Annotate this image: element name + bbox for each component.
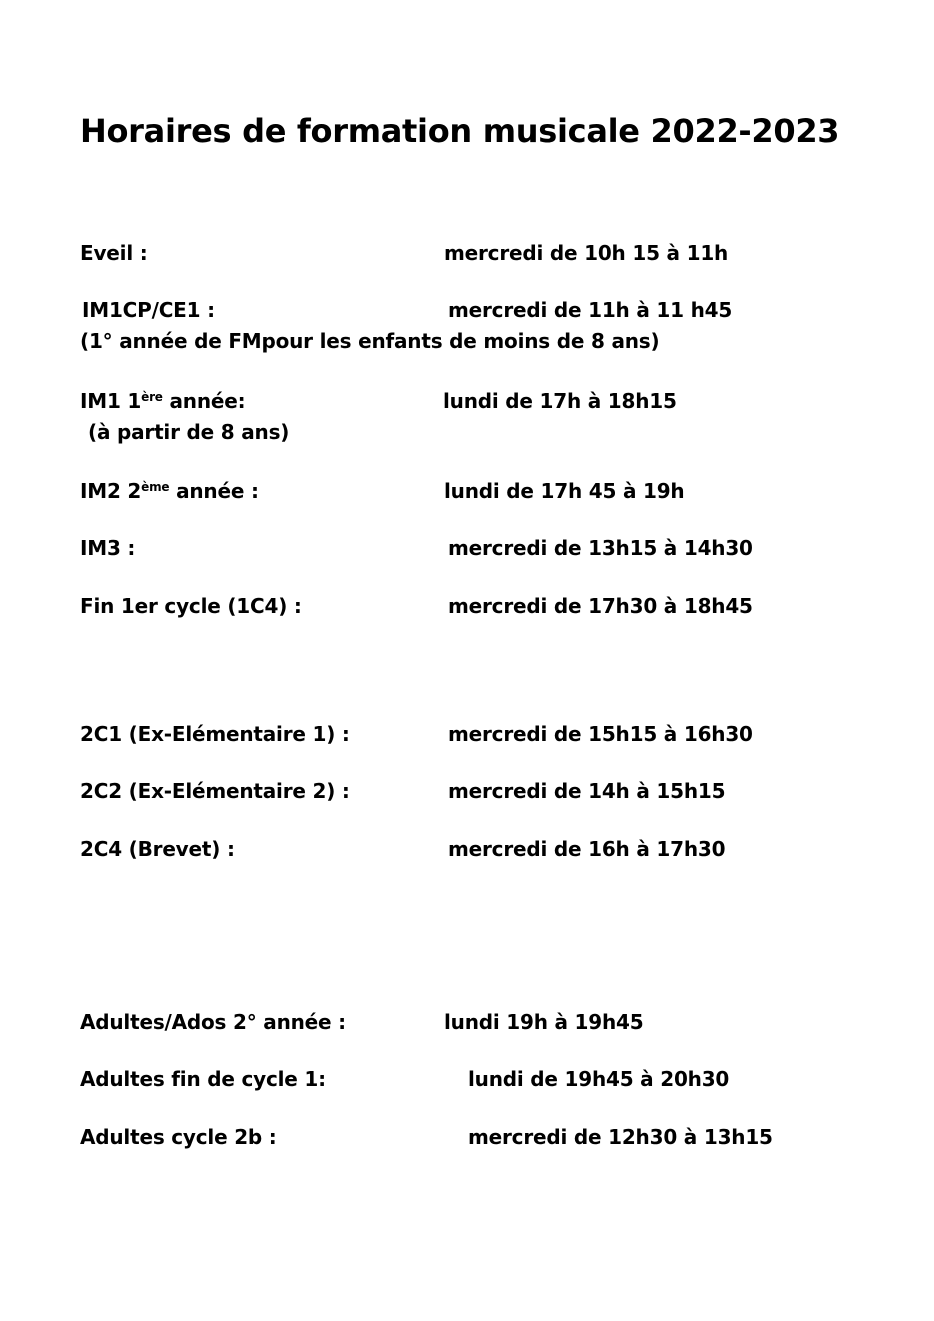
course-time-adultes-ados: lundi 19h à 19h45 <box>444 1010 644 1034</box>
course-time-2c1: mercredi de 15h15 à 16h30 <box>448 722 753 746</box>
course-label-2c1: 2C1 (Ex-Elémentaire 1) : <box>80 722 350 746</box>
course-time-im3: mercredi de 13h15 à 14h30 <box>448 536 753 560</box>
course-label-adultes-fin: Adultes fin de cycle 1: <box>80 1067 326 1091</box>
course-label-im2-text: IM2 2 <box>80 479 142 503</box>
course-time-2c2: mercredi de 14h à 15h15 <box>448 779 726 803</box>
course-label-eveil: Eveil : <box>80 241 148 265</box>
course-label-im1cp: IM1CP/CE1 : <box>82 298 215 322</box>
course-time-2c4: mercredi de 16h à 17h30 <box>448 837 726 861</box>
course-label-2c2: 2C2 (Ex-Elémentaire 2) : <box>80 779 350 803</box>
course-note-im1cp: (1° année de FMpour les enfants de moins de 8 ans) <box>80 329 660 353</box>
course-label-im2-sup: ème <box>141 480 170 494</box>
course-label-im2 <box>80 479 259 503</box>
page-title: Horaires de formation musicale 2022-2023 <box>80 112 840 150</box>
course-label-im1-text: IM1 1 <box>80 389 142 413</box>
course-label-im1-sup: ère <box>141 390 163 404</box>
course-label-im1-suffix: année: <box>162 389 246 413</box>
course-note-im1: (à partir de 8 ans) <box>88 420 290 444</box>
course-label-im2-suffix: année : <box>169 479 259 503</box>
course-time-im2: lundi de 17h 45 à 19h <box>444 479 685 503</box>
course-label-2c4: 2C4 (Brevet) : <box>80 837 235 861</box>
course-time-adultes-fin: lundi de 19h45 à 20h30 <box>468 1067 730 1091</box>
course-time-im1: lundi de 17h à 18h15 <box>443 389 677 413</box>
course-time-eveil: mercredi de 10h 15 à 11h <box>444 241 729 265</box>
course-time-fin1c: mercredi de 17h30 à 18h45 <box>448 594 753 618</box>
course-label-im1 <box>80 389 245 413</box>
course-label-im3: IM3 : <box>80 536 136 560</box>
course-time-im1cp: mercredi de 11h à 11 h45 <box>448 298 733 322</box>
course-label-adultes-ados: Adultes/Ados 2° année : <box>80 1010 346 1034</box>
course-label-fin1c: Fin 1er cycle (1C4) : <box>80 594 302 618</box>
course-label-adultes-2b: Adultes cycle 2b : <box>80 1125 277 1149</box>
course-time-adultes-2b: mercredi de 12h30 à 13h15 <box>468 1125 773 1149</box>
